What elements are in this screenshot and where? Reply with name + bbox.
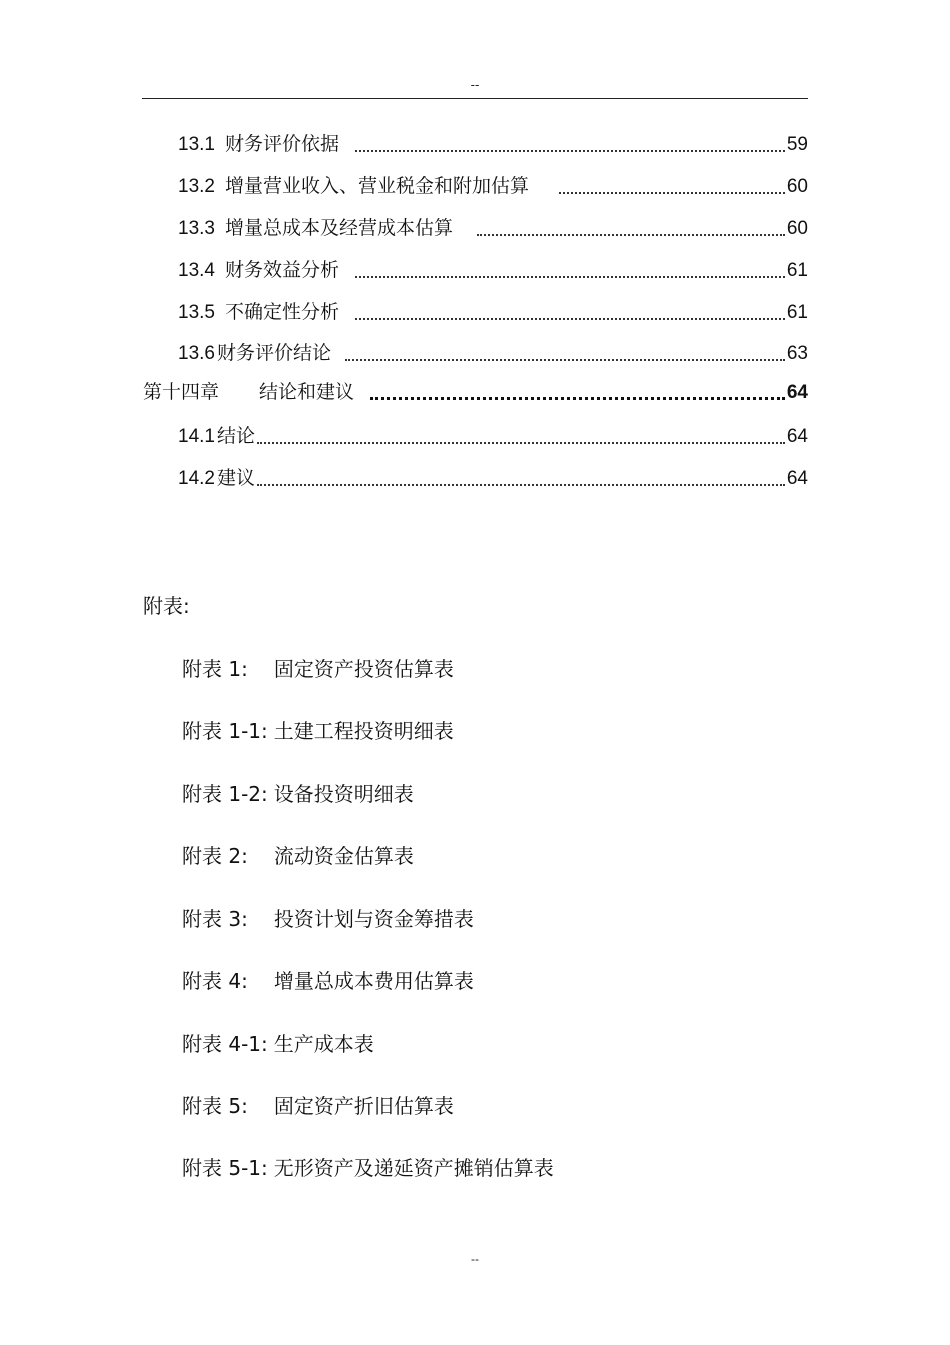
toc-entry-14-1[interactable] xyxy=(178,424,808,449)
toc-entry-page: 59 xyxy=(786,134,808,155)
appendix-code: 附表 1: xyxy=(182,657,248,681)
toc-entry-number: 13.1 xyxy=(178,134,215,155)
toc-entry-page: 64 xyxy=(786,382,808,403)
appendix-title: 投资计划与资金筹措表 xyxy=(273,907,474,931)
appendix-title: 生产成本表 xyxy=(273,1032,374,1056)
appendix-code: 附表 3: xyxy=(182,907,248,931)
toc-entry-page: 64 xyxy=(786,468,808,489)
appendix-title: 土建工程投资明细表 xyxy=(273,719,454,743)
appendix-item[interactable] xyxy=(182,1093,454,1119)
appendix-title: 流动资金估算表 xyxy=(273,844,414,868)
appendix-title: 固定资产折旧估算表 xyxy=(273,1094,454,1118)
toc-entry-title: 增量营业收入、营业税金和附加估算 xyxy=(224,175,529,197)
toc-entry-number: 13.2 xyxy=(178,176,215,197)
toc-entry-title: 建议 xyxy=(216,467,255,489)
header-rule xyxy=(142,98,808,99)
toc-entry-page: 61 xyxy=(786,302,808,323)
page-header: -- xyxy=(470,77,480,92)
appendix-title: 设备投资明细表 xyxy=(273,782,414,806)
toc-entry-title: 财务效益分析 xyxy=(224,259,339,281)
toc-entry-number: 13.5 xyxy=(178,302,215,323)
toc-entry-chapter-14[interactable] xyxy=(143,380,808,405)
toc-dot-leader xyxy=(355,318,785,320)
appendix-code: 附表 2: xyxy=(182,844,248,868)
toc-entry-title: 财务评价结论 xyxy=(216,342,331,364)
appendix-code: 附表 4-1: xyxy=(182,1032,268,1056)
toc-entry-14-2[interactable] xyxy=(178,466,808,491)
appendix-item[interactable] xyxy=(182,1155,554,1181)
page-footer: -- xyxy=(471,1252,479,1266)
appendix-title: 无形资产及递延资产摊销估算表 xyxy=(273,1156,554,1180)
toc-entry-13-1[interactable] xyxy=(178,132,808,157)
appendix-code: 附表 1-1: xyxy=(182,719,268,743)
toc-dot-leader xyxy=(257,484,785,486)
appendix-code: 附表 5: xyxy=(182,1094,248,1118)
appendix-item[interactable] xyxy=(182,718,454,744)
appendix-title: 固定资产投资估算表 xyxy=(273,657,454,681)
appendix-item[interactable] xyxy=(182,843,414,869)
appendix-item[interactable] xyxy=(182,781,414,807)
toc-dot-leader xyxy=(477,234,785,236)
toc-entry-title: 不确定性分析 xyxy=(224,301,339,323)
appendix-item[interactable] xyxy=(182,656,454,682)
appendix-code: 附表 5-1: xyxy=(182,1156,268,1180)
toc-entry-title: 财务评价依据 xyxy=(224,133,339,155)
toc-dot-leader xyxy=(370,397,785,400)
appendix-item[interactable] xyxy=(182,968,474,994)
toc-entry-number: 14.1 xyxy=(178,426,215,447)
toc-entry-title: 增量总成本及经营成本估算 xyxy=(224,217,453,239)
appendix-item[interactable] xyxy=(182,906,474,932)
toc-chapter-title: 结论和建议 xyxy=(259,381,355,403)
toc-entry-number: 14.2 xyxy=(178,468,215,489)
toc-entry-number: 13.4 xyxy=(178,260,215,281)
toc-entry-page: 63 xyxy=(786,343,808,364)
toc-entry-13-5[interactable] xyxy=(178,300,808,325)
toc-entry-page: 61 xyxy=(786,260,808,281)
toc-chapter-number: 第十四章 xyxy=(143,381,220,403)
toc-dot-leader xyxy=(355,150,785,152)
toc-entry-page: 64 xyxy=(786,426,808,447)
toc-entry-13-2[interactable] xyxy=(178,174,808,199)
toc-entry-title: 结论 xyxy=(216,425,255,447)
appendix-code: 附表 4: xyxy=(182,969,248,993)
toc-entry-13-4[interactable] xyxy=(178,258,808,283)
toc-dot-leader xyxy=(345,359,785,361)
toc-entry-13-3[interactable] xyxy=(178,216,808,241)
toc-dot-leader xyxy=(355,276,785,278)
appendix-code: 附表 1-2: xyxy=(182,782,268,806)
toc-entry-number: 13.6 xyxy=(178,343,215,364)
toc-entry-page: 60 xyxy=(786,218,808,239)
appendix-title: 增量总成本费用估算表 xyxy=(273,969,474,993)
toc-dot-leader xyxy=(559,192,785,194)
appendix-heading: 附表: xyxy=(143,594,190,618)
toc-entry-number: 13.3 xyxy=(178,218,215,239)
toc-dot-leader xyxy=(257,442,785,444)
toc-entry-page: 60 xyxy=(786,176,808,197)
appendix-item[interactable] xyxy=(182,1031,374,1057)
toc-entry-13-6[interactable] xyxy=(178,341,808,366)
